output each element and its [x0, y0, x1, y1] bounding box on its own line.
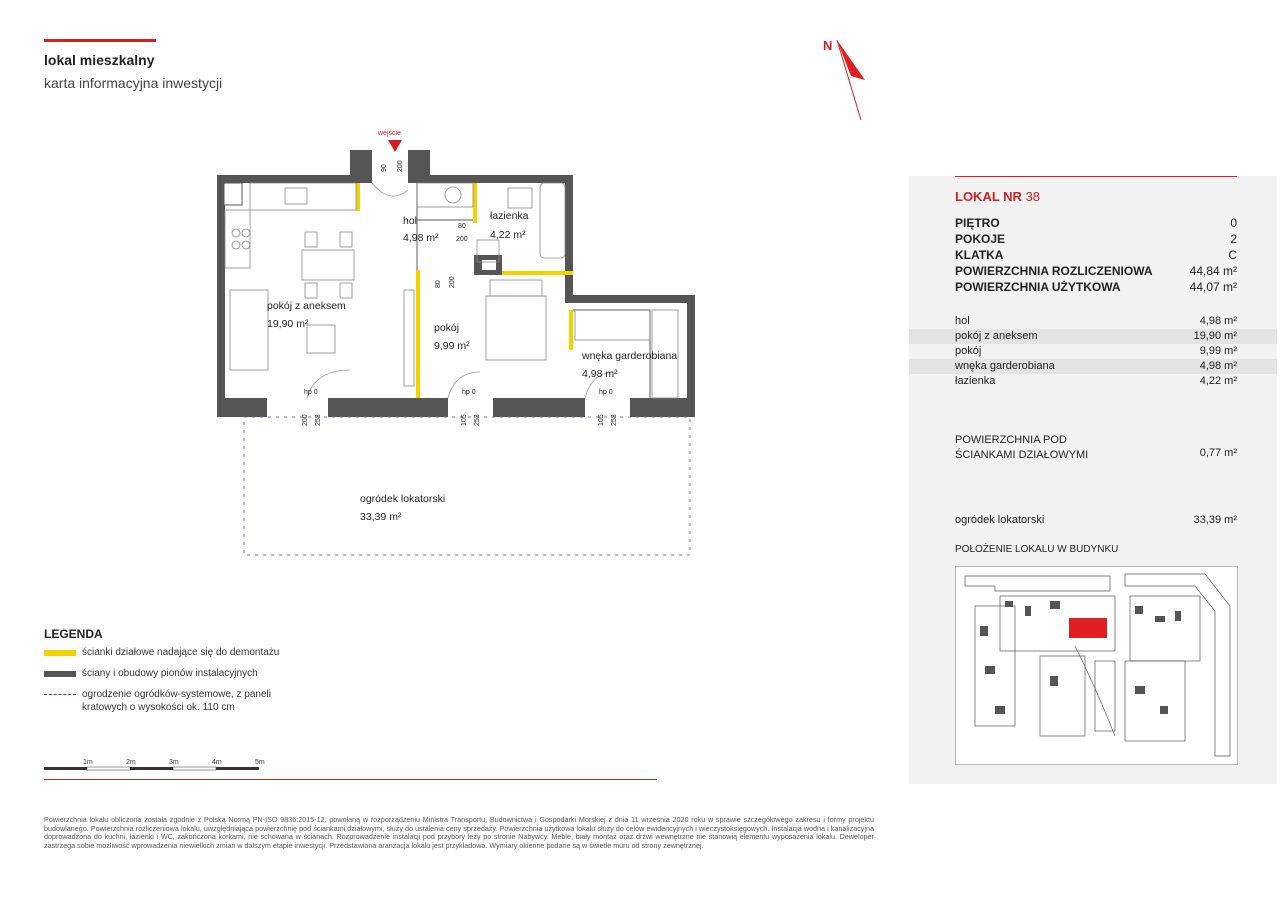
door-label: 80 [458, 223, 466, 230]
legend-item [44, 688, 282, 714]
room-row [909, 359, 1277, 374]
spec-row [955, 280, 1237, 294]
room-name-pokoj-z-aneksem: pokój z aneksem [267, 300, 346, 312]
room-row [909, 374, 1277, 389]
spec-value: 44,84 m² [1189, 264, 1237, 278]
garden-row [955, 514, 1237, 526]
removable-partitions [356, 183, 573, 398]
header-accent-line [44, 39, 156, 42]
unit-number: 38 [1025, 189, 1041, 204]
room-area-ogrodek: 33,39 m² [360, 511, 402, 523]
garden-doors [307, 370, 615, 398]
unit-info-panel [909, 176, 1277, 784]
unit-location-highlight [1069, 618, 1107, 638]
door-label: 105 [461, 414, 468, 426]
legend-label: ściany i obudowy pionów instalacyjnych [82, 668, 258, 679]
room-name-wneka-garderobiana: wnęka garderobiana [582, 350, 678, 362]
room-label: hol [955, 315, 970, 327]
panel-accent-line [955, 176, 1237, 177]
room-row [909, 314, 1277, 329]
door-label: 80 [435, 280, 442, 288]
room-value: 9,99 m² [1199, 345, 1237, 357]
spec-label: PIĘTRO [955, 216, 1000, 230]
door-label: 253 [474, 414, 481, 426]
garden-value: 33,39 m² [1193, 514, 1237, 526]
room-name-lazienka: łazienka [490, 210, 529, 222]
partition-area-value: 0,77 m² [1199, 447, 1237, 459]
entrance-label: wejście [378, 130, 401, 137]
room-area-hol: 4,98 m² [403, 232, 439, 244]
legend-label: ogrodzenie ogródków-systemowe, z paneli kratowych o wysokości ok. 110 cm [82, 689, 271, 713]
room-value: 19,90 m² [1193, 330, 1237, 342]
legend-swatch-wall [44, 671, 76, 677]
scale-tick: 5m [255, 759, 265, 766]
entrance-arrow-icon [388, 140, 402, 152]
room-row [909, 344, 1277, 359]
spec-row [955, 248, 1237, 262]
room-label: pokój z aneksem [955, 330, 1038, 342]
legend-item [44, 647, 279, 658]
scale-tick: 2m [126, 759, 136, 766]
scale-tick: 3m [169, 759, 179, 766]
north-arrow-icon [815, 30, 875, 125]
interior-walls [417, 183, 650, 398]
door-label: hp 0 [462, 389, 476, 396]
spec-label: POWIERZCHNIA ROZLICZENIOWA [955, 264, 1153, 278]
room-area-lazienka: 4,22 m² [490, 229, 526, 241]
north-label: N [823, 38, 833, 53]
page-title: lokal mieszkalny [44, 52, 155, 68]
spec-value: 0 [1230, 216, 1237, 230]
room-label: pokój [955, 345, 982, 357]
site-location-map [955, 566, 1238, 765]
legend-swatch-partition [44, 650, 76, 656]
door-label: 200 [449, 276, 456, 288]
location-heading: POŁOŻENIE LOKALU W BUDYNKU [955, 544, 1119, 555]
footer-accent-line [44, 779, 657, 780]
room-row [909, 329, 1277, 344]
door-label: 200 [397, 160, 404, 172]
spec-value: 2 [1230, 232, 1237, 246]
page-subtitle: karta informacyjna inwestycji [44, 75, 223, 91]
bathroom-fixtures [417, 183, 565, 262]
spec-label: KLATKA [955, 248, 1004, 262]
room-label: wnęka garderobiana [955, 360, 1055, 372]
garden-label: ogródek lokatorski [955, 514, 1045, 526]
spec-row [955, 232, 1237, 246]
door-label: 253 [611, 414, 618, 426]
legend-title: LEGENDA [44, 627, 103, 641]
room-value: 4,22 m² [1199, 375, 1237, 387]
door-label: hp 0 [599, 389, 613, 396]
door-label: hp 0 [304, 389, 318, 396]
room-name-pokoj: pokój [434, 322, 460, 334]
room-area-pokoj: 9,99 m² [434, 340, 470, 352]
spec-row [955, 264, 1237, 278]
room-value: 4,98 m² [1199, 315, 1237, 327]
disclaimer-text: Powierzchnia lokalu obliczona została zgodnie z Polską Normą PN-ISO 9836:2015-12, powołaną w rozporządzeniu Ministra Transportu, Budownictwa i Gospodarki Morskiej z dnia 11 września 2020 roku w sprawie szczegółowego zakresu i formy projektu budowlanego. Powierzchnia rozliczeniowa lokalu, uwzględniająca powierzchnię pod ściankami działowymi, służy do ustalenia ceny sprzedaży. Powierzchnia użytkowa lokalu służy do celów ewidencyjnych i wieczystoksięgowych. Instalacja wodna i kanalizacyjna doprowadzona do kuchni, łazienki i WC, zakończona korkami, nie schowana w ścianach. Rozprowadzenie instalacji pod przybory leży po stronie Nabywcy. Meble, biały montaż oraz drzwi wewnętrzne nie stanowią elementu wyposażenia lokalu. Deweloper zastrzega sobie możliwość wprowadzenia niewielkich zmian w dalszym etapie inwestycji. Przedstawiona aranżacja lokalu jest przykładowa. Wymiary okienne podane są w świetle muru od strony zewnętrznej. [44, 815, 874, 850]
spec-label: POKOJE [955, 232, 1006, 246]
room-label: łazienka [955, 375, 996, 387]
scale-tick: 1m [83, 759, 93, 766]
spec-value: C [1228, 248, 1237, 262]
floor-plan [210, 120, 710, 565]
door-label: 200 [456, 236, 468, 243]
spec-row [955, 216, 1237, 230]
partition-area-label: POWIERZCHNIA POD ŚCIANKAMI DZIAŁOWYMI [955, 434, 1089, 461]
garden-fence [244, 417, 690, 555]
door-label: 105 [598, 414, 605, 426]
legend-label: ścianki działowe nadające się do demontażu [82, 647, 280, 658]
unit-number-prefix: LOKAL NR [955, 189, 1022, 204]
legend-item [44, 668, 258, 679]
spec-label: POWIERZCHNIA UŻYTKOWA [955, 280, 1121, 294]
entrance-door [372, 183, 408, 196]
room-name-ogrodek: ogródek lokatorski [360, 493, 446, 505]
room-area-wneka-garderobiana: 4,98 m² [582, 368, 618, 380]
unit-number-heading [955, 189, 1040, 204]
kitchen-furniture [225, 183, 356, 370]
scale-tick: 4m [212, 759, 222, 766]
spec-value: 44,07 m² [1189, 280, 1237, 294]
door-label: 253 [315, 414, 322, 426]
room-value: 4,98 m² [1199, 360, 1237, 372]
legend-swatch-fence [44, 694, 76, 695]
scale-bar [44, 755, 274, 775]
room-name-hol: hol [403, 215, 418, 227]
room-area-pokoj-z-aneksem: 19,90 m² [267, 318, 309, 330]
door-label: 200 [302, 414, 309, 426]
exterior-walls [217, 150, 695, 417]
door-label: 90 [381, 164, 388, 172]
